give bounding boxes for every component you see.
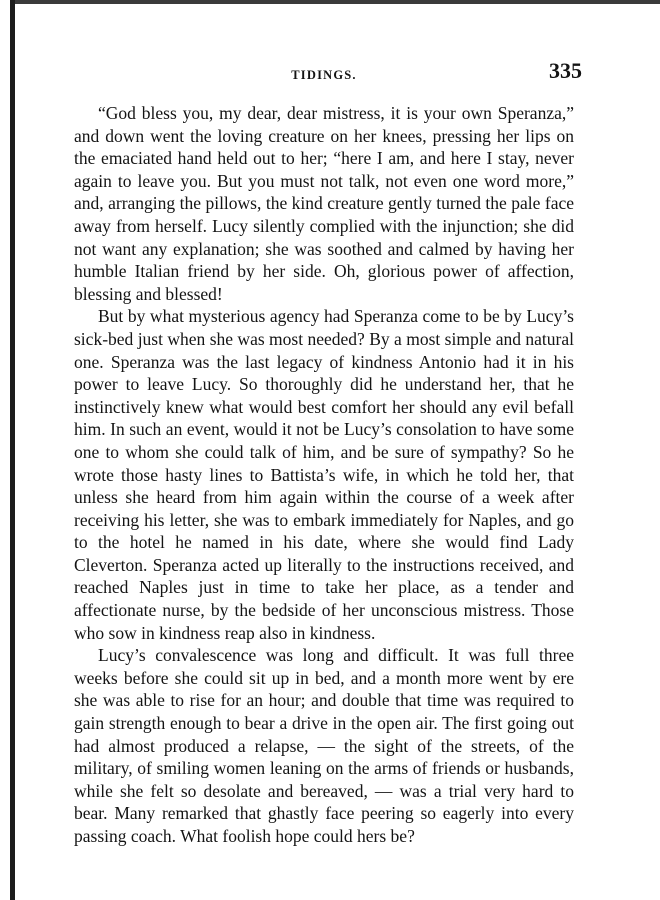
body-text (74, 90, 574, 848)
scan-border-top (15, 0, 660, 4)
page-number: 335 (549, 58, 582, 83)
running-head (74, 58, 582, 90)
book-page (74, 58, 582, 848)
running-title: TIDINGS. (291, 68, 357, 82)
scan-border-left (10, 0, 15, 900)
paragraph: Lucy’s convalescence was long and difficult. It was full three weeks before she could sit up in bed, and a month more went by ere she was able to rise for an hour; and double that time was required to gain strength enough to bear a drive in the open air. The first going out had almost produced a relapse, — the sight of the streets, of the military, of smiling women leaning on the arms of friends or husbands, while she felt so desolate and bereaved, — was a trial very hard to bear. Many remarked that ghastly face peering so eagerly into every passing coach. What foolish hope could hers be? (74, 645, 574, 846)
paragraph: But by what mysterious agency had Speranza come to be by Lucy’s sick-bed just when she was most needed? By a most simple and natural one. Speranza was the last legacy of kindness Antonio had it in his power to leave Lucy. So thoroughly did he understand her, that he instinctively knew what would best comfort her should any evil befall him. In such an event, would it not be Lucy’s consolation to have some one to whom she could talk of him, and be sure of sympathy? So he wrote those hasty lines to Battista’s wife, in which he told her, that unless she heard from him again within the course of a week after receiving his letter, she was to embark immediately for Naples, and go to the hotel he named in his date, where she would find Lady Cleverton. Speranza acted up literally to the instructions received, and reached Naples just in time to take her place, as a tender and affectionate nurse, by the bedside of her unconscious mistress. Those who sow in kindness reap also in kindness. (74, 306, 574, 643)
paragraph: “God bless you, my dear, dear mistress, it is your own Speranza,” and down went the loving creature on her knees, pressing her lips on the emaciated hand held out to her; “here I am, and here I stay, never again to leave you. But you must not talk, not even one word more,” and, arranging the pillows, the kind creature gently turned the pale face away from herself. Lucy silently complied with the injunction; she did not want any explanation; she was soothed and calmed by having her humble Italian friend by her side. Oh, glorious power of affection, blessing and blessed! (74, 103, 574, 304)
